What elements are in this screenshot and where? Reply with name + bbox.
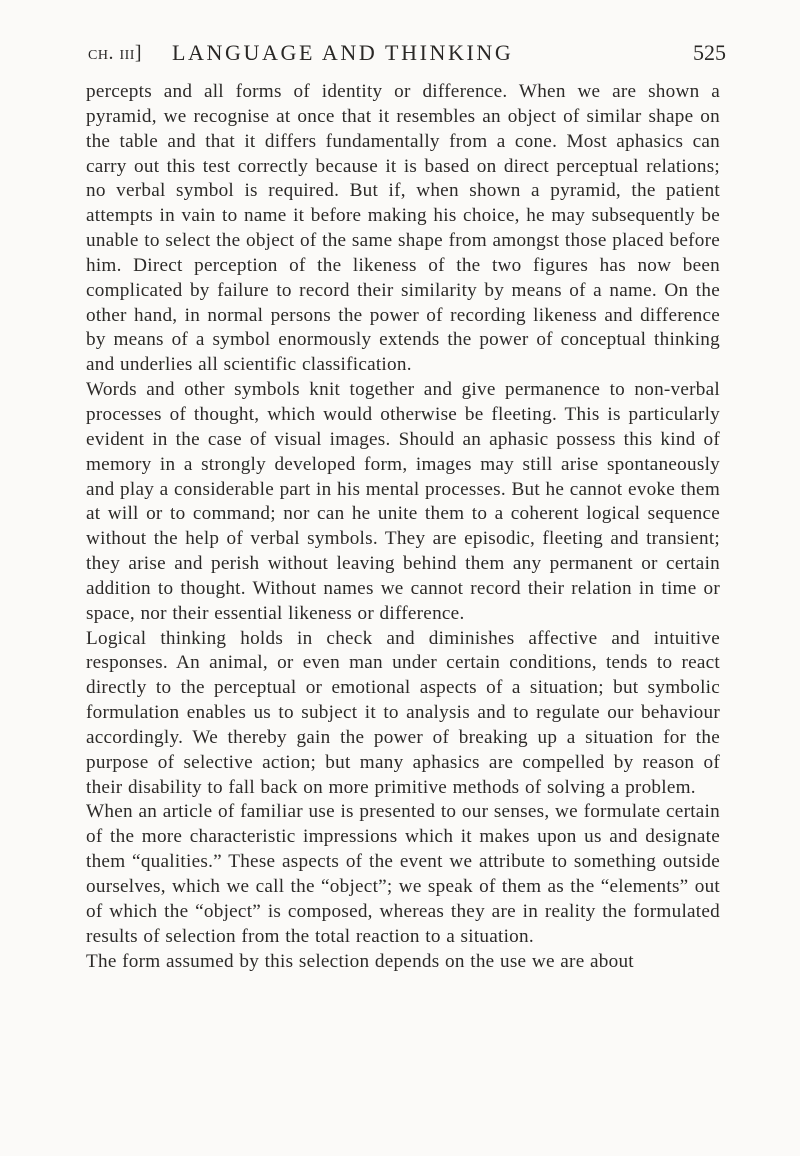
running-head	[86, 40, 726, 80]
paragraph: Words and other symbols knit together and give permanence to non-verbal processes of thought, which would otherwise be fleeting. This is particularly evident in the case of visual images. Should an aphasic possess this kind of memory in a strongly developed form, images may still arise spontaneously and play a considerable part in his mental processes. But he cannot evoke them at will or to command; nor can he unite them to a coherent logical sequence without the help of verbal symbols. They are episodic, fleeting and transient; they arise and perish without leaving behind them any permanent or certain addition to thought. Without names we cannot record their relation in time or space, nor their essential likeness or difference.	[86, 379, 720, 624]
paragraph: percepts and all forms of identity or difference. When we are shown a pyramid, we recognise at once that it resembles an object of similar shape on the table and that it differs fundamentally from a cone. Most aphasics can carry out this test correctly because it is based on direct perceptual relations; no verbal symbol is required. But if, when shown a pyramid, the patient attempts in vain to name it before making his choice, he may subsequently be unable to select the object of the same shape from amongst those placed before him. Direct perception of the likeness of the two figures has now been complicated by failure to record their similarity by means of a name. On the other hand, in normal persons the power of recording likeness and difference by means of a symbol enormously extends the power of conceptual thinking and underlies all scientific classification.	[86, 81, 720, 376]
paragraph: When an article of familiar use is presented to our senses, we formulate certain of the more characteristic impressions which it makes upon us and designate them “qualities.” These aspects of the event we attribute to something outside ourselves, which we call the “object”; we speak of them as the “elements” out of which the “object” is composed, whereas they are in reality the formulated results of selection from the total reaction to a situation.	[86, 801, 720, 947]
page-number: 525	[693, 40, 726, 65]
body-text	[86, 80, 720, 974]
chapter-marker: ch. iii]	[88, 42, 143, 64]
running-title: LANGUAGE AND THINKING	[172, 40, 514, 65]
book-page	[86, 40, 726, 974]
paragraph: Logical thinking holds in check and diminishes affective and intuitive responses. An animal, or even man under certain conditions, tends to react directly to the perceptual or emotional aspects of a situation; but symbolic formulation enables us to subject it to analysis and to regulate our behaviour accordingly. We thereby gain the power of breaking up a situation for the purpose of selective action; but many aphasics are compelled by reason of their disability to fall back on more primitive methods of solving a problem.	[86, 627, 720, 798]
paragraph: The form assumed by this selection depends on the use we are about	[86, 950, 634, 972]
